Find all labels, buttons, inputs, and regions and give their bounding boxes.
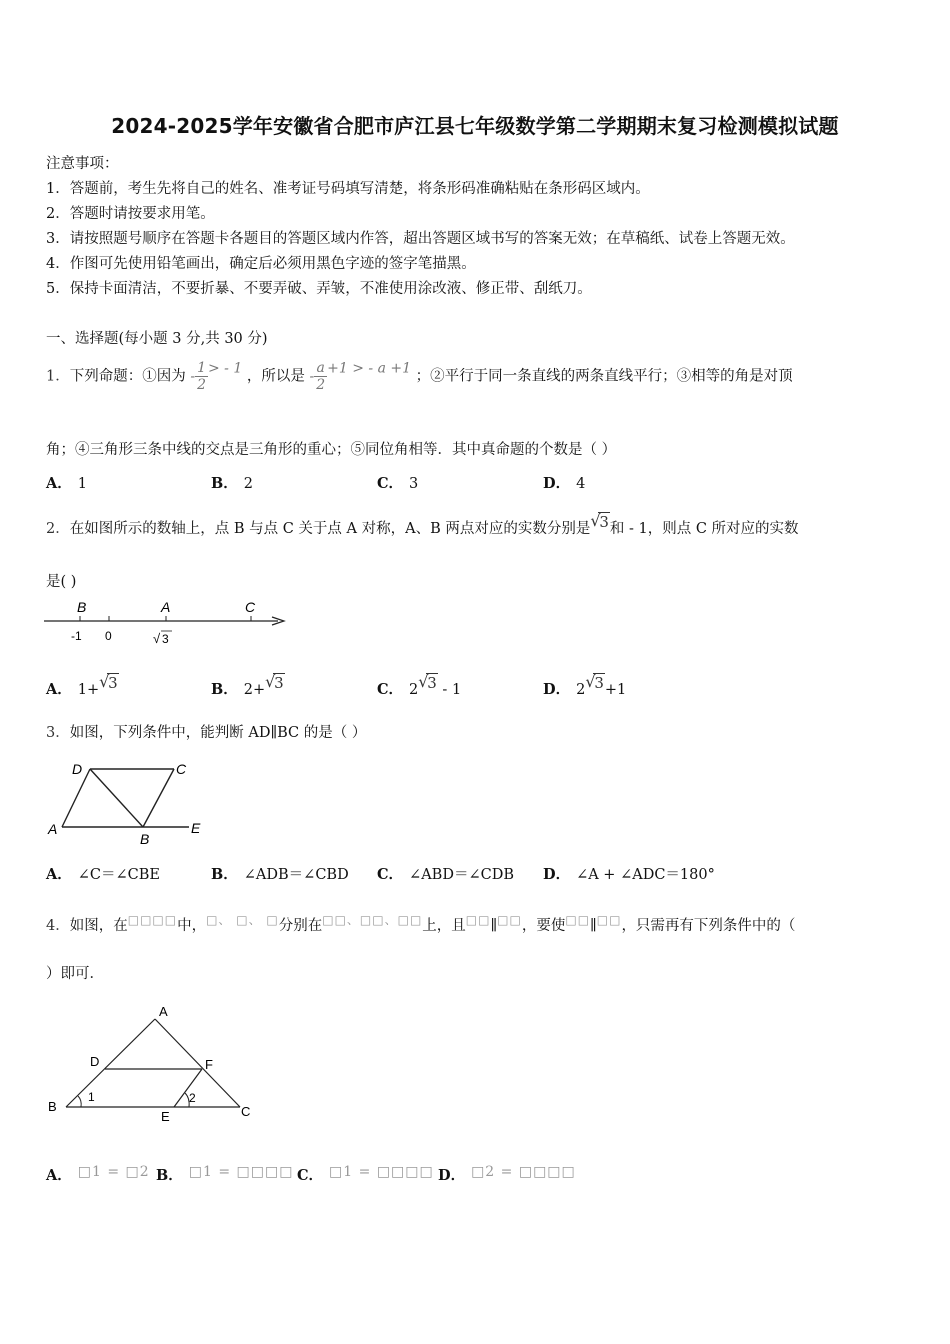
q4-option-a[interactable] (46, 1164, 150, 1185)
q4-option-b[interactable] (156, 1164, 293, 1185)
question-4-line-1 (46, 911, 795, 935)
question-1-line-1 (46, 360, 793, 393)
tick-label-zero: 0 (105, 629, 112, 643)
q1-option-c[interactable] (377, 472, 418, 493)
missing-glyph-placeholder: □□□□ (127, 913, 178, 927)
option-label: C． (297, 1167, 324, 1184)
q1-fraction-2 (314, 360, 327, 393)
question-2-line-2: 是( ) (46, 574, 77, 590)
q4-option-c[interactable] (297, 1164, 434, 1185)
option-text: □1 = □□□□ (329, 1164, 434, 1180)
q2-option-a[interactable] (46, 674, 119, 699)
fraction-numerator: 1 (197, 360, 206, 376)
fraction-denominator: 2 (316, 377, 326, 393)
number-line-figure (40, 596, 300, 652)
angle-label-2: 2 (189, 1091, 196, 1105)
q1-text-1: 下列命题：①因为 (69, 368, 186, 385)
question-3-line-1 (46, 721, 366, 742)
q4-text-4: 上，且 (422, 918, 466, 934)
option-text-tail: - 1 (437, 682, 462, 698)
missing-glyph-placeholder: □□ (565, 913, 591, 927)
q2-option-c[interactable] (377, 674, 461, 699)
option-text: □2 = □□□□ (471, 1164, 576, 1180)
point-label-c: C (176, 761, 187, 777)
q3-option-b[interactable] (211, 863, 349, 884)
option-label: D． (543, 681, 571, 698)
q2-text-1: 在如图所示的数轴上，点 B 与点 C 关于点 A 对称，A、B 两点对应的实数分别是 (69, 521, 591, 537)
q4-text-1: 如图，在 (69, 918, 128, 934)
option-label: D． (438, 1167, 466, 1184)
segment-ac (155, 1019, 240, 1107)
page-title: 2024-2025学年安徽省合肥市庐江县七年级数学第二学期期末复习检测模拟试题 (111, 114, 839, 138)
sqrt-sign-icon: √ (585, 672, 596, 691)
triangle-figure (44, 1000, 259, 1130)
q3-text: 如图，下列条件中，能判断 AD∥BC 的是（ ） (69, 725, 367, 741)
q1-text-3: ；②平行于同一条直线的两条直线平行；③相等的角是对顶 (415, 368, 793, 385)
q4-text-2: 中， (177, 918, 207, 934)
note-item-5: 5．保持卡面清洁，不要折暴、不要弄破、弄皱，不准使用涂改液、修正带、刮纸刀。 (46, 281, 592, 297)
q4-text-6: ，只需再有下列条件中的（ (621, 918, 796, 934)
q1-text-2: ，所以是 (246, 368, 305, 385)
note-item-2: 2．答题时请按要求用笔。 (46, 206, 215, 222)
point-label-e: E (191, 820, 201, 836)
point-label-b: B (140, 831, 150, 847)
q1-f2-rest: +1 > - a +1 (327, 360, 412, 377)
parallel-symbol: ∥ (590, 918, 597, 934)
q4-text-3: 分别在 (278, 918, 323, 934)
point-label-b: B (48, 1099, 57, 1114)
angle-label-1: 1 (88, 1090, 95, 1104)
option-text: ∠A + ∠ADC＝180° (576, 867, 715, 883)
q3-option-c[interactable] (377, 863, 514, 884)
option-text: 2 (243, 476, 253, 492)
question-4-line-2: ）即可． (46, 966, 104, 982)
option-label: D． (543, 866, 571, 883)
missing-glyph-placeholder: □□ (465, 913, 491, 927)
sqrt-expression (590, 513, 610, 531)
sqrt-sign-icon: √ (418, 672, 429, 691)
note-item-1: 1．答题前，考生先将自己的姓名、准考证号码填写清楚，将条形码准确粘贴在条形码区域内。 (46, 181, 650, 197)
q4-option-d[interactable] (438, 1164, 576, 1185)
segment-fe (174, 1069, 202, 1107)
option-label: B． (211, 475, 238, 492)
parallel-symbol: ∥ (490, 918, 498, 934)
sqrt-sign-icon: √ (265, 672, 276, 691)
option-label: B． (211, 866, 238, 883)
sqrt-sign-icon: √ (99, 672, 110, 691)
q1-option-a[interactable] (46, 472, 87, 493)
q1-option-d[interactable] (543, 472, 585, 493)
option-label: C． (377, 681, 404, 698)
option-label: D． (543, 475, 571, 492)
tick-label-sqrt-radicand: 3 (162, 632, 169, 646)
radicand: 3 (599, 513, 609, 531)
parallelogram-figure (44, 758, 219, 850)
segment-db (90, 769, 143, 827)
tick-label-minus-one: -1 (71, 629, 82, 643)
point-label-a: A (161, 599, 171, 615)
q2-option-b[interactable] (211, 674, 285, 699)
fraction-numerator: a (314, 360, 327, 377)
option-label: B． (211, 681, 238, 698)
point-label-d: D (90, 1054, 100, 1069)
option-text: 2+ (243, 682, 266, 698)
angle-1-arc (78, 1096, 81, 1107)
sqrt-expression (418, 674, 438, 692)
missing-glyph-placeholder: □、 □、 □ (206, 913, 279, 927)
option-text: □1 = □□□□ (188, 1164, 294, 1180)
sqrt-expression (585, 674, 605, 692)
question-number: 3． (46, 725, 70, 741)
point-label-a: A (159, 1004, 168, 1019)
q3-option-d[interactable] (543, 863, 715, 884)
option-label: A． (46, 1167, 72, 1184)
option-text: 2 (576, 682, 586, 698)
option-text: 4 (576, 476, 586, 492)
point-label-b: B (77, 599, 87, 615)
question-1-line-2: 角；④三角形三条中线的交点是三角形的重心；⑤同位角相等．其中真命题的个数是（ ） (46, 442, 617, 458)
question-number: 1． (46, 368, 70, 385)
option-label: B． (156, 1167, 183, 1184)
q4-text-5: ，要使 (521, 918, 566, 934)
sqrt-expression (99, 674, 119, 692)
question-number: 4． (46, 918, 70, 934)
segment-ab (66, 1019, 155, 1107)
q1-option-b[interactable] (211, 472, 253, 493)
sqrt-expression (265, 674, 285, 692)
option-label: A． (46, 866, 72, 883)
option-label: A． (46, 475, 72, 492)
q3-option-a[interactable] (46, 863, 160, 884)
missing-glyph-placeholder: □□、□□、□□ (322, 913, 423, 927)
fraction-denominator: 2 (197, 377, 206, 393)
q1-f2-sign: - (309, 368, 315, 385)
note-item-3: 3．请按照题号顺序在答题卡各题目的答题区域内作答，超出答题区域书写的答案无效；在草稿纸、试卷上答题无效。 (46, 231, 795, 247)
sqrt-sign-icon: √ (153, 631, 161, 646)
option-text: □1 = □2 (77, 1164, 150, 1180)
q1-fraction-1 (195, 360, 208, 393)
option-text: ∠C＝∠CBE (77, 867, 160, 883)
missing-glyph-placeholder: □□ (596, 913, 622, 927)
point-label-a: A (48, 821, 58, 837)
question-2-line-1 (46, 513, 799, 538)
option-text: ∠ADB＝∠CBD (243, 867, 349, 883)
q1-f1-sign: - (190, 368, 196, 385)
segment-da (62, 769, 90, 827)
option-text: ∠ABD＝∠CDB (409, 867, 514, 883)
missing-glyph-placeholder: □□ (497, 913, 522, 927)
option-label: A． (46, 681, 72, 698)
option-text: 1 (77, 476, 87, 492)
note-item-4: 4．作图可先使用铅笔画出，确定后必须用黑色字迹的签字笔描黑。 (46, 256, 476, 272)
point-label-f: F (205, 1057, 213, 1072)
point-label-c: C (245, 599, 256, 615)
radicand: 3 (594, 674, 604, 692)
segment-cb (143, 769, 174, 827)
radicand: 3 (108, 674, 118, 692)
question-number: 2． (46, 521, 70, 537)
point-label-c: C (241, 1104, 251, 1119)
notes-heading: 注意事项： (46, 156, 119, 172)
q1-f1-rest: > - 1 (208, 360, 243, 377)
sqrt-sign-icon: √ (590, 511, 601, 530)
radicand: 3 (427, 674, 437, 692)
q2-option-d[interactable] (543, 674, 626, 699)
section-heading: 一、选择题(每小题 3 分,共 30 分) (46, 331, 268, 347)
option-text: 2 (409, 682, 419, 698)
option-text: 3 (409, 476, 419, 492)
option-text-tail: +1 (604, 682, 627, 698)
option-label: C． (377, 475, 404, 492)
point-label-d: D (72, 761, 83, 777)
radicand: 3 (274, 674, 284, 692)
point-label-e: E (161, 1109, 170, 1124)
q2-text-2: 和 - 1，则点 C 所对应的实数 (609, 521, 799, 537)
option-label: C． (377, 866, 404, 883)
option-text: 1+ (77, 682, 100, 698)
